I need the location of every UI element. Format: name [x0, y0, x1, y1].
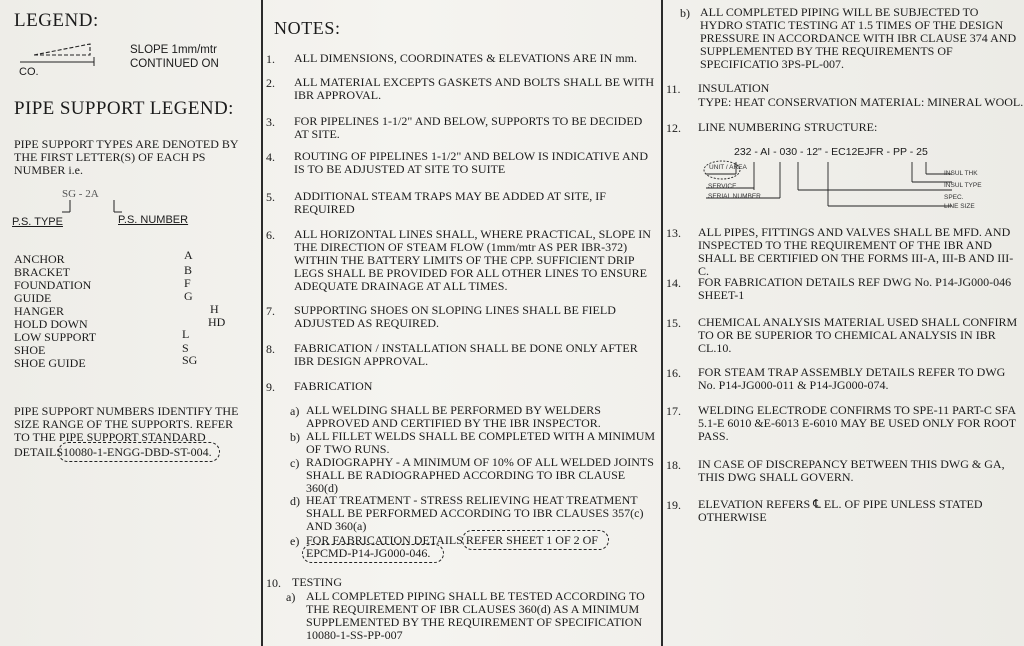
note-number: 10. [266, 576, 281, 590]
sub-number: a) [290, 404, 300, 418]
line-number-code: 232 - AI - 030 - 12" - EC12EJFR - PP - 25 [734, 146, 928, 158]
note-text: FOR PIPELINES 1-1/2" AND BELOW, SUPPORTS TO BE DECIDED AT SITE. [294, 114, 643, 141]
ps-type-name: SHOE [14, 343, 46, 357]
ps-example-bracket-icon [14, 200, 214, 214]
note-text: FABRICATION [294, 379, 373, 393]
sub-e-prefix: FOR FABRICATION DETAILS [306, 533, 463, 547]
slope-label: SLOPE 1mm/mtr [130, 44, 217, 56]
label-spec: SPEC. [944, 194, 964, 201]
note-number: 9. [266, 380, 275, 394]
notes-title: NOTES: [274, 18, 341, 38]
note-text: FOR STEAM TRAP ASSEMBLY DETAILS REFER TO DWG No. P14-JG000-011 & P14-JG000-074. [698, 365, 1006, 392]
ps-intro-text: PIPE SUPPORT TYPES ARE DENOTED BY THE FIRST LETTER(S) OF EACH PS NUMBER i.e. [14, 137, 239, 177]
ps-type-row [14, 248, 244, 266]
note-text: ALL COMPLETED PIPING WILL BE SUBJECTED TO HYDRO STATIC TESTING AT 1.5 TIMES OF THE DESIGN PRESSURE IN ACCORDANCE WITH IBR CLAUSE 374 AND SUPPLEMENTED BY THE REQUIREMENTS OF SPECIFICATIO 3PS-PL-007. [700, 5, 1017, 71]
sub-text: ALL COMPLETED PIPING SHALL BE TESTED ACCORDING TO THE REQUIREMENT OF IBR CLAUSES 360(d) AS A MINIMUM SUPPLEMENTED BY THE REQUIREMENT OF SPECIFICATION 10080-1-SS-PP-007 [306, 589, 645, 642]
ps-type-name: GUIDE [14, 291, 52, 305]
insulation-type: TYPE: HEAT CONSERVATION MATERIAL: MINERAL WOOL. [698, 95, 1024, 109]
note-text: TESTING [292, 575, 342, 589]
ps-type-row [14, 265, 244, 278]
ps-type-name: HANGER [14, 304, 64, 318]
note-text: CHEMICAL ANALYSIS MATERIAL USED SHALL CONFIRM TO OR BE SUPERIOR TO CHEMICAL ANALYSIS IN IBR CL.10. [698, 315, 1018, 355]
note-text: FABRICATION / INSTALLATION SHALL BE DONE ONLY AFTER IBR DESIGN APPROVAL. [294, 341, 638, 368]
note-number: 4. [266, 150, 275, 164]
notes-column [262, 0, 662, 646]
note-number: 13. [666, 226, 681, 240]
note-number: 7. [266, 304, 275, 318]
note-text: WELDING ELECTRODE CONFIRMS TO SPE-11 PART-C SFA 5.1-E 6010 &E-6013 E-6010 MAY BE USED ONLY FOR ROOT PASS. [698, 403, 1016, 443]
note-text: ROUTING OF PIPELINES 1-1/2" AND BELOW IS INDICATIVE AND IS TO BE ADJUSTED AT SITE TO SUITE [294, 149, 648, 176]
note-number: 18. [666, 458, 681, 472]
label-insul-thk: INSUL THK [944, 170, 978, 177]
sub-number: c) [290, 456, 300, 470]
note-number: 6. [266, 228, 275, 242]
sub-e-ref: REFER SHEET 1 OF 2 OF [465, 533, 598, 547]
note-text: SUPPORTING SHOES ON SLOPING LINES SHALL BE FIELD ADJUSTED AS REQUIRED. [294, 303, 616, 330]
ps-type-code: G [184, 289, 193, 303]
note-number: 2. [266, 76, 275, 90]
ps-type-code: HD [208, 315, 226, 329]
note-number: 5. [266, 190, 275, 204]
sub-number: b) [290, 430, 300, 444]
ps-size-note: PIPE SUPPORT NUMBERS IDENTIFY THE SIZE RANGE OF THE SUPPORTS. REFER TO THE PIPE SUPPORT STANDARD [14, 404, 239, 444]
note-title: LINE NUMBERING STRUCTURE: [698, 120, 878, 134]
note-number: 15. [666, 316, 681, 330]
note-number: 3. [266, 115, 275, 129]
label-service: SERVICE [708, 183, 737, 190]
ps-type-name: FOUNDATION [14, 278, 92, 292]
note-number: 1. [266, 52, 275, 66]
note-number: 17. [666, 404, 681, 418]
ps-type-name: ANCHOR [14, 252, 65, 266]
pipe-support-legend-title: PIPE SUPPORT LEGEND: [14, 98, 234, 119]
sub-text: ALL WELDING SHALL BE PERFORMED BY WELDERS APPROVED AND CERTIFIED BY THE IBR INSPECTOR. [306, 403, 601, 430]
sub-text: RADIOGRAPHY - A MINIMUM OF 10% OF ALL WELDED JOINTS SHALL BE RADIOGRAPHED ACCORDING TO IBR CLAUSE 360(d) [306, 455, 654, 495]
sub-text: HEAT TREATMENT - STRESS RELIEVING HEAT TREATMENT SHALL BE PERFORMED ACCORDING TO IBR CLAUSES 357(c) AND 360(a) [306, 493, 644, 533]
note-number: 14. [666, 276, 681, 290]
co-label: CO. [19, 66, 39, 78]
sub-e-doc-highlight [302, 544, 444, 563]
ps-type-name: SHOE GUIDE [14, 356, 86, 370]
note-number: b) [680, 6, 690, 20]
ps-type-code: S [182, 341, 189, 355]
sub-number: d) [290, 494, 300, 508]
ps-type-code: B [184, 263, 193, 277]
note-text: FOR FABRICATION DETAILS REF DWG No. P14-JG000-046 SHEET-1 [698, 275, 1012, 302]
ps-type-code: A [184, 248, 193, 262]
sub-e-doc: EPCMD-P14-JG000-046. [306, 546, 431, 560]
legend-column [0, 0, 262, 646]
ps-details-ref-highlight [58, 442, 220, 462]
note-number: 19. [666, 498, 681, 512]
sub-number: e) [290, 534, 300, 548]
ps-type-row [14, 317, 244, 330]
note-text: ALL PIPES, FITTINGS AND VALVES SHALL BE MFD. AND INSPECTED TO THE REQUIREMENT OF THE IBR AND SHALL BE CERTIFIED ON THE FORMS III-A, III-B AND III-C. [698, 225, 1014, 278]
label-serial-number: SERIAL NUMBER [708, 193, 761, 200]
label-line-size: LINE SIZE [944, 203, 975, 210]
legend-title: LEGEND: [14, 10, 99, 31]
note-text: ALL HORIZONTAL LINES SHALL, WHERE PRACTICAL, SLOPE IN THE DIRECTION OF STEAM FLOW (1mm/mtr AS PER IBR-372) WITHIN THE BATTERY LIMITS OF THE CPP. SUFFICIENT DRIP LEGS SHALL BE PROVIDED FOR ALL OTHER LINES TO ENSURE ADEQUATE DRAINAGE AT ALL TIMES. [294, 227, 651, 293]
sub-text: ALL FILLET WELDS SHALL BE COMPLETED WITH A MINIMUM OF TWO RUNS. [306, 429, 656, 456]
note-number: 12. [666, 121, 681, 135]
note-number: 16. [666, 366, 681, 380]
note-title: INSULATION [698, 81, 770, 95]
ps-type-label: P.S. TYPE [12, 216, 63, 228]
ps-type-row [14, 343, 244, 356]
note-text: ALL DIMENSIONS, COORDINATES & ELEVATIONS ARE IN mm. [294, 51, 638, 65]
ps-number-label: P.S. NUMBER [118, 214, 189, 226]
ps-type-name: LOW SUPPORT [14, 330, 97, 344]
note-text: ALL MATERIAL EXCEPTS GASKETS AND BOLTS SHALL BE WITH IBR APPROVAL. [294, 75, 655, 102]
continued-label: CONTINUED ON [130, 58, 219, 70]
ps-type-name: BRACKET [14, 265, 71, 279]
note-number: 11. [666, 82, 681, 96]
sub-number: a) [286, 590, 296, 604]
ps-type-code: F [184, 276, 191, 290]
note-text: IN CASE OF DISCREPANCY BETWEEN THIS DWG & GA, THIS DWG SHALL GOVERN. [698, 457, 1005, 484]
note-text: ADDITIONAL STEAM TRAPS MAY BE ADDED AT SITE, IF REQUIRED [294, 189, 606, 216]
ps-type-row [14, 327, 244, 344]
ps-type-code: H [210, 302, 219, 316]
label-unit-area: UNIT / AREA [709, 164, 747, 171]
ps-type-code: L [182, 327, 190, 341]
label-insul-type: INSUL TYPE [944, 182, 982, 189]
ps-type-name: HOLD DOWN [14, 317, 88, 331]
note-text: ELEVATION REFERS ℄ EL. OF PIPE UNLESS STATED OTHERWISE [698, 497, 983, 524]
right-notes-column [662, 0, 1024, 646]
ps-type-row [14, 353, 244, 370]
ps-example-code: SG - 2A [62, 188, 99, 200]
ps-type-row [14, 278, 244, 291]
sub-e-ref-highlight [462, 530, 609, 550]
ps-details-ref: 10080-1-ENGG-DBD-ST-004. [63, 445, 212, 459]
ps-type-code: SG [182, 353, 198, 367]
note-number: 8. [266, 342, 275, 356]
ps-details-prefix: DETAILS [14, 445, 64, 459]
